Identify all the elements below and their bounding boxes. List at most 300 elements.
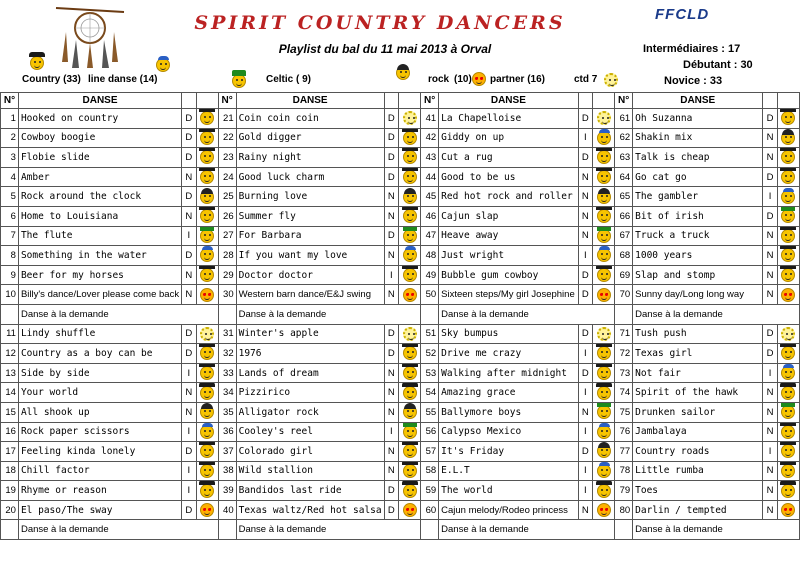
dance-name: Jambalaya (633, 422, 763, 442)
table-row (1, 128, 800, 148)
ctd-smiley-icon (403, 327, 417, 341)
dance-number: 72 (615, 344, 633, 364)
stat-intermediaires: Intermédiaires : 17 (643, 43, 741, 55)
dance-name: Burning love (236, 187, 384, 207)
dance-style-cell (399, 402, 421, 422)
dance-number: 64 (615, 167, 633, 187)
table-row (1, 265, 800, 285)
love-eyes-smiley-icon (403, 503, 417, 517)
dance-level: N (384, 246, 398, 266)
dance-name: Summer fly (236, 206, 384, 226)
dance-style-cell (399, 442, 421, 462)
dance-name: Sky bumpus (439, 324, 578, 344)
dance-name: Flobie slide (18, 148, 181, 168)
cap-smiley-icon (597, 248, 611, 262)
dance-level: I (763, 363, 777, 383)
dance-name: Walking after midnight (439, 363, 578, 383)
dance-style-cell (399, 167, 421, 187)
dance-number: 60 (421, 500, 439, 520)
dance-level: N (182, 285, 196, 305)
dance-style-cell (777, 383, 799, 403)
dance-level: D (384, 109, 398, 129)
dance-level: I (578, 461, 592, 481)
dance-number: 70 (615, 285, 633, 305)
dance-number: 79 (615, 481, 633, 501)
dance-name: Ballymore boys (439, 402, 578, 422)
dance-level: N (763, 461, 777, 481)
dance-level: I (384, 265, 398, 285)
dance-style-cell (196, 461, 218, 481)
rock-hair-smiley-icon (597, 190, 611, 204)
dance-level: N (578, 167, 592, 187)
leprechaun-hat-smiley-icon (403, 425, 417, 439)
page-subtitle: Playlist du bal du 11 mai 2013 à Orval (278, 42, 492, 56)
dance-style-cell (196, 167, 218, 187)
dance-level: D (182, 442, 196, 462)
dance-style-cell (196, 128, 218, 148)
dance-name: Drunken sailor (633, 402, 763, 422)
header-empty (182, 93, 196, 109)
dance-name: 1000 years (633, 246, 763, 266)
dance-style-cell (399, 500, 421, 520)
cowboy-hat-smiley-icon (781, 386, 795, 400)
cowboy-hat-smiley-icon (597, 268, 611, 282)
dance-name: Little rumba (633, 461, 763, 481)
demande-empty (218, 304, 236, 324)
dance-level: I (763, 442, 777, 462)
demande-empty (1, 520, 19, 540)
dance-name: Not fair (633, 363, 763, 383)
demande-empty (421, 520, 439, 540)
dance-name: Cooley's reel (236, 422, 384, 442)
dance-number: 15 (1, 402, 19, 422)
dance-level: N (384, 383, 398, 403)
dance-number: 48 (421, 246, 439, 266)
rock-hair-smiley-icon (200, 405, 214, 419)
dance-name: Bandidos last ride (236, 481, 384, 501)
dance-style-cell (777, 167, 799, 187)
dance-name: Amber (18, 167, 181, 187)
header-empty (196, 93, 218, 109)
table-row (1, 285, 800, 305)
partner-legend-icon (472, 72, 486, 86)
dance-style-cell (196, 402, 218, 422)
dance-number: 1 (1, 109, 19, 129)
dance-style-cell (593, 461, 615, 481)
dance-level: D (182, 500, 196, 520)
dance-style-cell (196, 109, 218, 129)
dance-name: Toes (633, 481, 763, 501)
cowboy-hat-smiley-icon (403, 464, 417, 478)
dance-number: 50 (421, 285, 439, 305)
table-row (1, 246, 800, 266)
dance-number: 34 (218, 383, 236, 403)
dance-name: Oh Suzanna (633, 109, 763, 129)
dance-style-cell (399, 148, 421, 168)
dance-number: 20 (1, 500, 19, 520)
dance-name: Something in the water (18, 246, 181, 266)
dance-number: 4 (1, 167, 19, 187)
table-row (1, 148, 800, 168)
demande-empty (615, 304, 633, 324)
dance-name: Country as a boy can be (18, 344, 181, 364)
dance-style-cell (399, 206, 421, 226)
dance-level: D (578, 363, 592, 383)
table-row (1, 461, 800, 481)
dance-name: Colorado girl (236, 442, 384, 462)
cowboy-hat-smiley-icon (781, 248, 795, 262)
dance-level: D (182, 109, 196, 129)
dance-style-cell (593, 148, 615, 168)
cowboy-hat-smiley-icon (781, 111, 795, 125)
dance-style-cell (777, 109, 799, 129)
dance-name: Billy's dance/Lover please come back (18, 285, 181, 305)
cowboy-hat-smiley-icon (200, 484, 214, 498)
cowboy-hat-smiley-icon (200, 131, 214, 145)
dance-style-cell (777, 324, 799, 344)
dance-name: If you want my love (236, 246, 384, 266)
dance-name: Country roads (633, 442, 763, 462)
ctd-smiley-icon (597, 327, 611, 341)
leprechaun-hat-smiley-icon (597, 405, 611, 419)
dance-name: The gambler (633, 187, 763, 207)
leprechaun-hat-smiley-icon (200, 229, 214, 243)
dance-number: 14 (1, 383, 19, 403)
dance-style-cell (593, 187, 615, 207)
dance-number: 53 (421, 363, 439, 383)
dance-level: D (182, 187, 196, 207)
dance-level: I (182, 363, 196, 383)
dance-name: The flute (18, 226, 181, 246)
love-eyes-smiley-icon (781, 288, 795, 302)
dance-number: 23 (218, 148, 236, 168)
dance-number: 49 (421, 265, 439, 285)
dance-name: Coin coin coin (236, 109, 384, 129)
dance-name: Amazing grace (439, 383, 578, 403)
dance-level: I (182, 461, 196, 481)
dance-number: 16 (1, 422, 19, 442)
cowboy-hat-smiley-icon (200, 150, 214, 164)
dance-style-cell (777, 206, 799, 226)
dance-number: 32 (218, 344, 236, 364)
dance-level: N (182, 206, 196, 226)
demande-empty (1, 304, 19, 324)
legend-country: Country (33) (22, 74, 81, 85)
dance-name: Good luck charm (236, 167, 384, 187)
dance-style-cell (399, 363, 421, 383)
cowboy-hat-smiley-icon (597, 366, 611, 380)
header-danse: DANSE (439, 93, 578, 109)
dance-level: D (384, 167, 398, 187)
cowboy-hat-smiley-icon (403, 209, 417, 223)
dance-style-cell (399, 265, 421, 285)
dance-level: N (384, 402, 398, 422)
dance-number: 66 (615, 206, 633, 226)
rock-hair-smiley-icon (403, 405, 417, 419)
dance-number: 26 (218, 206, 236, 226)
rock-hair-smiley-icon (403, 190, 417, 204)
dance-name: Drive me crazy (439, 344, 578, 364)
dance-number: 80 (615, 500, 633, 520)
table-row (1, 442, 800, 462)
leprechaun-hat-smiley-icon (781, 405, 795, 419)
dance-level: N (182, 265, 196, 285)
dance-style-cell (777, 128, 799, 148)
table-row (1, 422, 800, 442)
dance-level: D (763, 324, 777, 344)
legend-rock-count: (10) (454, 74, 472, 85)
dance-level: N (384, 206, 398, 226)
legend-rock: rock (428, 74, 450, 85)
cowboy-hat-smiley-icon (403, 366, 417, 380)
table-header-row (1, 93, 800, 109)
dance-number: 39 (218, 481, 236, 501)
demande-row (1, 304, 800, 324)
dance-name: 1976 (236, 344, 384, 364)
dance-style-cell (777, 500, 799, 520)
dance-name: Truck a truck (633, 226, 763, 246)
danse-a-la-demande: Danse à la demande (18, 304, 218, 324)
dance-name: Rhyme or reason (18, 481, 181, 501)
table-row (1, 109, 800, 129)
dance-number: 6 (1, 206, 19, 226)
header-num: N° (218, 93, 236, 109)
cap-smiley-icon (200, 425, 214, 439)
dance-style-cell (593, 167, 615, 187)
love-eyes-smiley-icon (200, 288, 214, 302)
dance-number: 69 (615, 265, 633, 285)
dance-number: 10 (1, 285, 19, 305)
cowboy-hat-smiley-icon (781, 464, 795, 478)
header-empty (763, 93, 777, 109)
leprechaun-hat-smiley-icon (781, 209, 795, 223)
dance-level: I (578, 246, 592, 266)
dance-number: 30 (218, 285, 236, 305)
dance-level: D (384, 344, 398, 364)
dance-number: 13 (1, 363, 19, 383)
dance-name: Rock around the clock (18, 187, 181, 207)
table-row (1, 226, 800, 246)
dance-number: 28 (218, 246, 236, 266)
dance-style-cell (777, 481, 799, 501)
dance-name: E.L.T (439, 461, 578, 481)
cowboy-hat-smiley-icon (597, 209, 611, 223)
dance-level: D (763, 167, 777, 187)
dance-level: D (384, 148, 398, 168)
dance-level: N (763, 383, 777, 403)
dance-name: Just wright (439, 246, 578, 266)
rock-hair-smiley-icon (200, 190, 214, 204)
dance-level: N (384, 285, 398, 305)
cowboy-hat-smiley-icon (403, 150, 417, 164)
cowboy-hat-smiley-icon (200, 366, 214, 380)
dance-level: D (182, 148, 196, 168)
dance-level: D (384, 500, 398, 520)
dance-style-cell (593, 226, 615, 246)
table-row (1, 383, 800, 403)
dance-number: 7 (1, 226, 19, 246)
dance-name: Shakin mix (633, 128, 763, 148)
dance-style-cell (777, 285, 799, 305)
dance-name: Chill factor (18, 461, 181, 481)
header-empty (777, 93, 799, 109)
cowboy-hat-smiley-icon (781, 444, 795, 458)
dance-style-cell (593, 422, 615, 442)
danse-a-la-demande: Danse à la demande (633, 520, 800, 540)
dance-name: Heave away (439, 226, 578, 246)
dance-name: Tush push (633, 324, 763, 344)
dance-number: 8 (1, 246, 19, 266)
dance-level: I (384, 422, 398, 442)
table-row (1, 481, 800, 501)
dance-style-cell (593, 363, 615, 383)
dance-name: Go cat go (633, 167, 763, 187)
dance-level: D (578, 285, 592, 305)
dance-level: D (384, 128, 398, 148)
danse-a-la-demande: Danse à la demande (18, 520, 218, 540)
dance-number: 41 (421, 109, 439, 129)
header-danse: DANSE (633, 93, 763, 109)
dance-number: 35 (218, 402, 236, 422)
dance-number: 22 (218, 128, 236, 148)
cowboy-hat-smiley-icon (597, 346, 611, 360)
dance-name: Red hot rock and roller (439, 187, 578, 207)
dance-name: Hooked on country (18, 109, 181, 129)
legend-ctd: ctd 7 (574, 74, 598, 85)
cowboy-hat-smiley-icon (403, 386, 417, 400)
dance-number: 2 (1, 128, 19, 148)
dance-style-cell (196, 422, 218, 442)
dance-level: I (578, 128, 592, 148)
dance-name: Sunny day/Long long way (633, 285, 763, 305)
dance-style-cell (593, 265, 615, 285)
dance-name: Lands of dream (236, 363, 384, 383)
dance-style-cell (777, 246, 799, 266)
cowboy-hat-smiley-icon (597, 150, 611, 164)
dance-style-cell (593, 442, 615, 462)
dance-level: N (182, 167, 196, 187)
dance-name: Gold digger (236, 128, 384, 148)
dance-style-cell (196, 442, 218, 462)
dance-number: 17 (1, 442, 19, 462)
dance-level: D (384, 226, 398, 246)
header-empty (593, 93, 615, 109)
table-row (1, 167, 800, 187)
dance-number: 78 (615, 461, 633, 481)
dance-number: 58 (421, 461, 439, 481)
dance-style-cell (399, 187, 421, 207)
dance-level: D (182, 246, 196, 266)
dance-style-cell (777, 461, 799, 481)
dance-level: N (763, 500, 777, 520)
dance-level: D (384, 481, 398, 501)
dance-name: Feeling kinda lonely (18, 442, 181, 462)
dance-style-cell (196, 344, 218, 364)
love-eyes-smiley-icon (781, 503, 795, 517)
dance-level: N (763, 481, 777, 501)
dance-style-cell (399, 383, 421, 403)
rock-hair-smiley-icon (781, 131, 795, 145)
leprechaun-hat-smiley-icon (403, 229, 417, 243)
cowboy-hat-smiley-icon (597, 386, 611, 400)
dance-style-cell (777, 148, 799, 168)
cowboy-hat-smiley-icon (781, 425, 795, 439)
dance-style-cell (196, 265, 218, 285)
dance-style-cell (196, 206, 218, 226)
ctd-smiley-icon (597, 111, 611, 125)
table-row (1, 187, 800, 207)
dance-number: 31 (218, 324, 236, 344)
federation-logo: FFCLD (655, 6, 710, 23)
cowboy-hat-smiley-icon (781, 346, 795, 360)
dance-level: D (763, 344, 777, 364)
dance-number: 67 (615, 226, 633, 246)
cowboy-hat-smiley-icon (200, 268, 214, 282)
dance-number: 18 (1, 461, 19, 481)
dance-number: 9 (1, 265, 19, 285)
dance-name: Wild stallion (236, 461, 384, 481)
cowboy-hat-smiley-icon (200, 444, 214, 458)
dance-number: 76 (615, 422, 633, 442)
dance-number: 44 (421, 167, 439, 187)
dance-name: El paso/The sway (18, 500, 181, 520)
dance-name: Calypso Mexico (439, 422, 578, 442)
legend-line-danse: line danse (14) (88, 74, 158, 85)
cowboy-hat-smiley-icon (781, 268, 795, 282)
dance-style-cell (196, 285, 218, 305)
dance-level: D (182, 344, 196, 364)
dance-style-cell (777, 402, 799, 422)
dance-level: D (182, 324, 196, 344)
dance-style-cell (593, 285, 615, 305)
dance-number: 55 (421, 402, 439, 422)
stat-novice: Novice : 33 (664, 75, 723, 87)
dance-name: Winter's apple (236, 324, 384, 344)
dance-number: 57 (421, 442, 439, 462)
dance-style-cell (399, 109, 421, 129)
cowboy-hat-smiley-icon (200, 464, 214, 478)
dance-level: I (182, 481, 196, 501)
ctd-smiley-icon (200, 327, 214, 341)
ctd-smiley-icon (403, 111, 417, 125)
cap-smiley-icon (597, 131, 611, 145)
dance-name: The world (439, 481, 578, 501)
dance-style-cell (593, 206, 615, 226)
dance-style-cell (593, 402, 615, 422)
dance-name: Texas girl (633, 344, 763, 364)
dance-level: I (578, 344, 592, 364)
dance-name: Slap and stomp (633, 265, 763, 285)
dance-level: I (578, 383, 592, 403)
dance-level: N (384, 187, 398, 207)
cowboy-hat-smiley-icon (781, 484, 795, 498)
dance-level: I (763, 187, 777, 207)
dance-level: N (763, 402, 777, 422)
demande-empty (421, 304, 439, 324)
cowboy-hat-smiley-icon (200, 386, 214, 400)
table-row (1, 344, 800, 364)
table-row (1, 363, 800, 383)
dreamcatcher-logo-icon (52, 2, 128, 70)
dance-style-cell (399, 422, 421, 442)
dance-number: 3 (1, 148, 19, 168)
page-header (0, 0, 800, 92)
playlist-table (0, 92, 800, 540)
dance-name: All shook up (18, 402, 181, 422)
dance-number: 73 (615, 363, 633, 383)
dance-number: 74 (615, 383, 633, 403)
cowboy-hat-smiley-icon (403, 131, 417, 145)
